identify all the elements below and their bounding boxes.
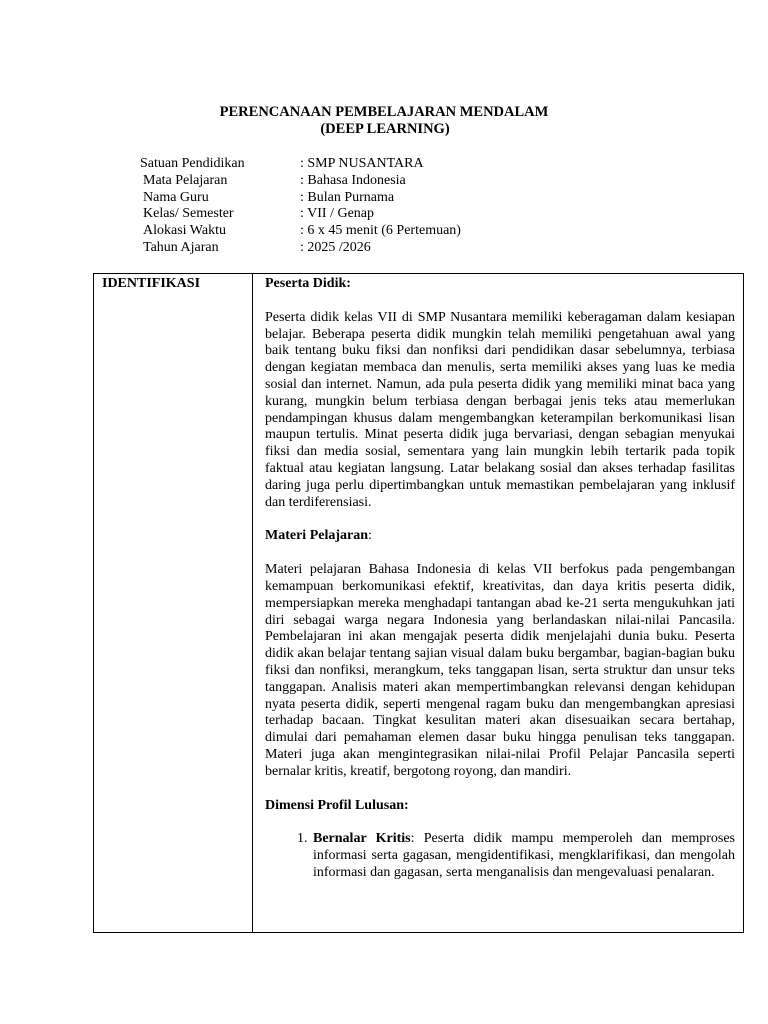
meta-row	[140, 240, 461, 257]
meta-row	[140, 206, 461, 223]
materi-pelajaran-heading	[265, 528, 735, 545]
meta-value: : Bulan Purnama	[300, 189, 395, 205]
meta-label: Kelas/ Semester	[143, 206, 234, 222]
meta-row	[140, 223, 461, 240]
peserta-didik-heading: Peserta Didik:	[265, 276, 351, 291]
meta-label: Nama Guru	[143, 189, 209, 205]
identification-table	[93, 273, 744, 933]
identifikasi-cell: IDENTIFIKASI	[94, 274, 253, 933]
materi-heading-colon: :	[368, 528, 372, 544]
meta-value: : 2025 /2026	[300, 239, 371, 255]
meta-row	[140, 156, 461, 173]
table-row	[94, 274, 744, 933]
meta-label: Satuan Pendidikan	[140, 156, 245, 171]
dimensi-text: : Peserta didik mampu memperoleh dan memproses informasi serta gagasan, mengidentifikasi, mengklarifikasi, dan mengolah informasi dan gagasan, serta menganalisis dan mengevaluasi penalaran.	[313, 831, 735, 880]
meta-row	[140, 173, 461, 190]
title-line-2: (DEEP LEARNING)	[320, 121, 450, 137]
title-line-1: PERENCANAAN PEMBELAJARAN MENDALAM	[219, 104, 549, 120]
meta-value: : SMP NUSANTARA	[300, 156, 424, 171]
materi-pelajaran-text: Materi pelajaran Bahasa Indonesia di kelas VII berfokus pada pengembangan kemampuan berkomunikasi efektif, kreativitas, dan daya kritis peserta didik, mempersiapkan mereka menghadapi tantangan abad ke-21 serta mengukuhkan jati diri sebagai warga negara Indonesia yang berlandaskan nilai-nilai Pancasila. Pembelajaran ini akan mengajak peserta didik menjelajahi dunia buku. Peserta didik akan belajar tentang sajian visual dalam buku bergambar, bagian-bagian buku fiksi dan nonfiksi, merangkum, teks tanggapan lisan, serta struktur dan unsur teks tanggapan. Analisis materi akan mempertimbangkan relevansi dengan kehidupan nyata peserta didik, seperti mengenal ragam buku dan mengembangkan apresiasi terhadap bacaan. Tingkat kesulitan materi akan disesuaikan secara bertahap, dimulai dari pemahaman elemen dasar buku hingga penulisan teks tanggapan. Materi juga akan mengintegrasikan nilai-nilai Profil Pelajar Pancasila seperti bernalar kritis, kreatif, bergotong royong, dan mandiri.	[265, 562, 735, 779]
identifikasi-content-cell	[253, 274, 744, 933]
meta-block	[140, 156, 461, 257]
dimensi-list	[265, 831, 735, 881]
peserta-didik-text: Peserta didik kelas VII di SMP Nusantara memiliki keberagaman dalam kesiapan belajar. Beberapa peserta didik mungkin telah memiliki pengetahuan awal yang baik tentang buku fiksi dan nonfiksi dari pendidikan dasar sebelumnya, terbiasa dengan kegiatan membaca dan menulis, serta memiliki akses yang luas ke media sosial dan internet. Namun, ada pula peserta didik yang memiliki minat baca yang kurang, mungkin belum terbiasa dengan berbagai jenis teks atau memerlukan pendampingan khusus dalam mengembangkan keterampilan berkomunikasi lisan maupun tertulis. Minat peserta didik juga bervariasi, dengan sebagian menyukai fiksi dan media sosial, sementara yang lain mungkin lebih tertarik pada topik faktual atau kegiatan langsung. Latar belakang sosial dan akses terhadap fasilitas daring juga perlu dipertimbangkan untuk memastikan pembelajaran yang inklusif dan terdiferensiasi.	[265, 309, 735, 510]
dimensi-name: Bernalar Kritis	[313, 831, 411, 847]
meta-value: : VII / Genap	[300, 206, 374, 222]
dimensi-profil-heading: Dimensi Profil Lulusan:	[265, 797, 409, 813]
meta-value: : Bahasa Indonesia	[300, 172, 406, 188]
meta-label: Alokasi Waktu	[143, 223, 226, 239]
meta-value: : 6 x 45 menit (6 Pertemuan)	[300, 223, 461, 239]
meta-label: Tahun Ajaran	[143, 239, 219, 255]
meta-row	[140, 190, 461, 207]
materi-heading-text: Materi Pelajaran	[265, 528, 369, 544]
meta-label: Mata Pelajaran	[143, 172, 228, 188]
list-item	[311, 831, 735, 881]
document-title	[0, 104, 768, 138]
